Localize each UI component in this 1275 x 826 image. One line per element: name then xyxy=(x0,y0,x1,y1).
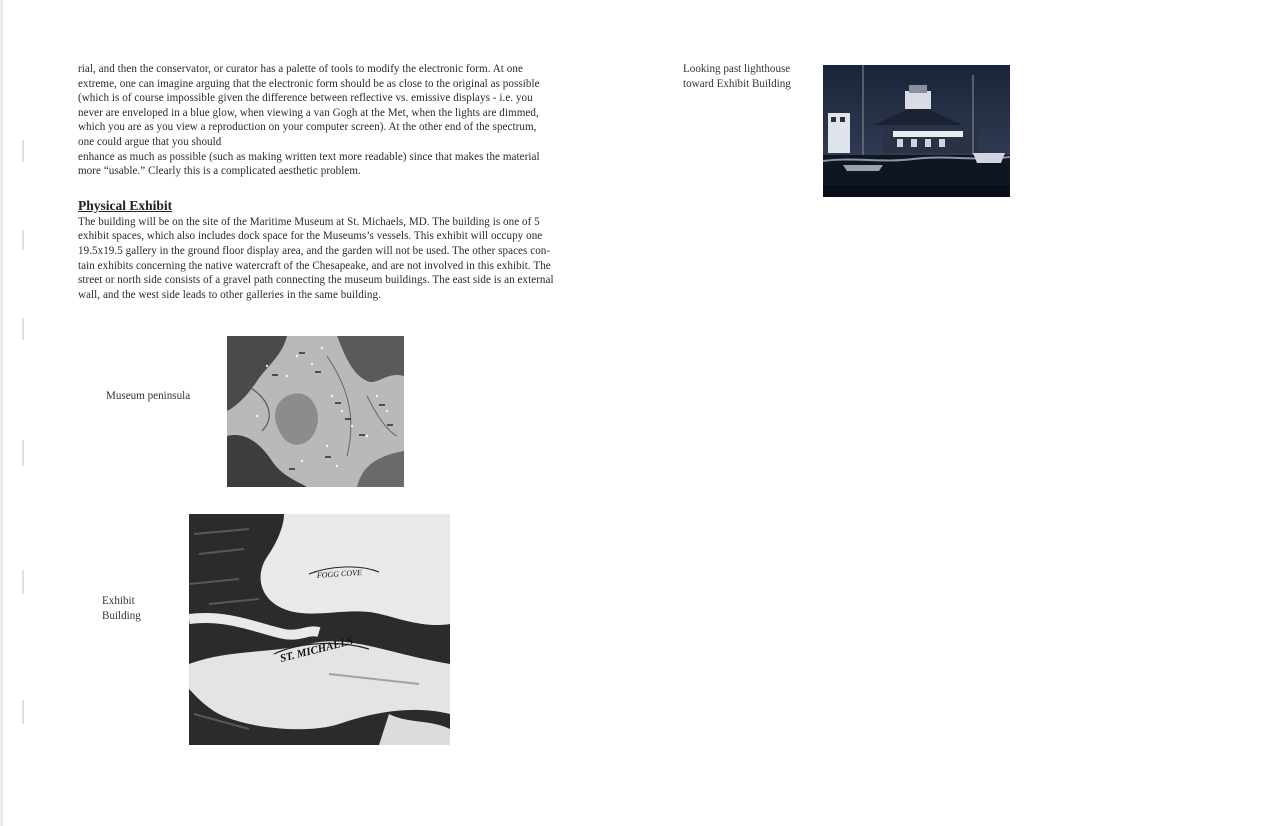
map-label-town: ST. MICHAELS xyxy=(278,635,355,665)
edge-mark xyxy=(22,700,24,724)
page-edge xyxy=(0,0,3,826)
text-line: which you are as you view a reproduction on your computer screen). At the other end of the spectrum, xyxy=(78,121,537,134)
edge-mark xyxy=(22,230,24,250)
text-line: street or north side consists of a gravel path connecting the museum buildings. The east side is an external xyxy=(78,274,554,287)
exhibit-building-caption xyxy=(102,594,141,623)
text-line: more “usable.” Clearly this is a complicated aesthetic problem. xyxy=(78,165,361,178)
text-line: The building will be on the site of the Maritime Museum at St. Michaels, MD. The building is one of 5 xyxy=(78,215,540,228)
caption-line: toward Exhibit Building xyxy=(683,77,791,90)
text-line: never are enveloped in a blue glow, when viewing a van Gogh at the Met, when the lights are dimmed, xyxy=(78,106,539,119)
exhibit-paragraph xyxy=(78,215,603,303)
edge-mark xyxy=(22,140,24,162)
peninsula-map-graphic xyxy=(227,336,404,487)
lighthouse-caption xyxy=(683,62,791,91)
peninsula-caption: Museum peninsula xyxy=(106,390,191,402)
text-line: tain exhibits concerning the native watercraft of the Chesapeake, and are not involved in this exhibit. The xyxy=(78,259,551,272)
caption-line: Looking past lighthouse xyxy=(683,63,791,75)
text-line: one could argue that you should xyxy=(78,135,222,148)
section-heading: Physical Exhibit xyxy=(78,197,173,213)
map-label-cove: FOGG COVE xyxy=(316,567,363,580)
text-line: (which is of course impossible given the difference between reflective vs. emissive displays - i.e. you xyxy=(78,92,533,105)
text-line: rial, and then the conservator, or curator has a palette of tools to modify the electronic form. At one xyxy=(78,63,523,75)
caption-line: Building xyxy=(102,609,141,622)
text-line: exhibit spaces, which also includes dock space for the Museums’s vessels. This exhibit will occupy one xyxy=(78,230,543,243)
lighthouse-photo-graphic xyxy=(823,65,1010,197)
text-column xyxy=(78,62,603,302)
edge-mark xyxy=(22,318,24,340)
text-line: wall, and the west side leads to other galleries in the same building. xyxy=(78,288,381,301)
text-line: 19.5x19.5 gallery in the ground floor display area, and the garden will not be used. The other spaces con- xyxy=(78,244,551,257)
edge-mark xyxy=(22,570,24,594)
lighthouse-photo xyxy=(823,65,1010,197)
edge-mark xyxy=(22,440,24,466)
peninsula-map xyxy=(227,336,404,487)
exhibit-building-map xyxy=(189,514,450,745)
intro-paragraph xyxy=(78,62,603,179)
caption-line: Exhibit xyxy=(102,595,135,607)
text-line: enhance as much as possible (such as making written text more readable) since that makes the material xyxy=(78,150,540,163)
text-line: extreme, one can imagine arguing that the electronic form should be as close to the original as possible xyxy=(78,77,540,90)
exhibit-building-map-graphic xyxy=(189,514,450,745)
